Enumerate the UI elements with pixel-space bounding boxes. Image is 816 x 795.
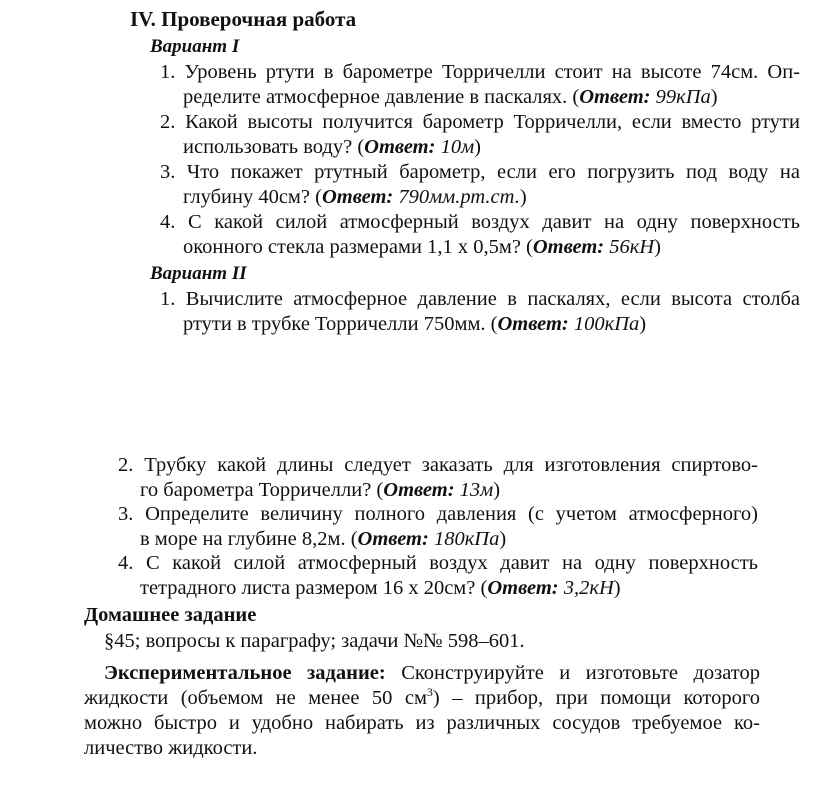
v2-item-2-text: Трубку какой длины следует заказать для изготовления спиртово- — [144, 454, 759, 476]
v1-item-1-cont: ределите атмосферное давление в паскалях. ( — [183, 86, 580, 108]
v1-item-3-text: Что покажет ртутный барометр, если его погрузить под воду на — [186, 161, 800, 183]
experimental-line-4: личество жидкости. — [84, 737, 258, 759]
v2-item-2-close: ) — [493, 479, 501, 501]
v2-item-4-line-2 — [140, 576, 621, 600]
variant-1-title: Вариант I — [150, 36, 240, 57]
v2-item-4-close: ) — [613, 577, 621, 599]
v2-item-3-line-1 — [118, 502, 758, 526]
v1-item-2-line-2 — [183, 135, 481, 159]
v1-item-4-close: ) — [654, 236, 661, 258]
v2-item-4-text: С какой силой атмосферный воздух давит на одну поверхность — [145, 552, 758, 574]
experimental-line-2-sup: 3 — [426, 685, 433, 700]
v2-item-4-answer-value: 3,2кН — [558, 577, 614, 599]
v2-item-3-text: Определите величину полного давления (с учетом атмосферного) — [145, 503, 758, 525]
v1-item-4-cont: оконного стекла размерами 1,1 х 0,5м? ( — [183, 236, 533, 258]
v1-item-1-text: Уровень ртути в барометре Торричелли стоит на высоте 74см. Оп- — [184, 61, 801, 83]
v2-item-1-number: 1. — [160, 288, 176, 310]
v2-item-4-line-1 — [118, 551, 758, 575]
v1-item-3-cont: глубину 40см? ( — [183, 186, 322, 208]
v2-item-2-answer-label: Ответ: — [383, 479, 455, 501]
v2-item-3-close: ) — [499, 528, 507, 550]
v1-item-3-answer-value: 790мм.рт.ст. — [393, 186, 520, 208]
v1-item-2-answer-value: 10м — [435, 136, 475, 158]
v1-item-1-number: 1. — [160, 61, 176, 83]
homework-title: Домашнее задание — [84, 604, 257, 626]
v2-item-2-answer-value: 13м — [454, 479, 494, 501]
experimental-label: Экспериментальное задание: — [104, 662, 386, 684]
v1-item-2-number: 2. — [160, 111, 176, 133]
v2-item-3-line-2 — [140, 527, 506, 551]
experimental-line-1 — [104, 661, 760, 685]
v2-item-2-cont: го барометра Торричелли? ( — [140, 479, 384, 501]
v1-item-3-line-2 — [183, 185, 527, 209]
v2-item-1-line-2 — [183, 312, 646, 336]
v2-item-3-number: 3. — [118, 503, 134, 525]
variant-2-title: Вариант II — [150, 263, 247, 284]
v2-item-4-number: 4. — [118, 552, 134, 574]
experimental-line-2-post: ) – прибор, при помощи которого — [432, 687, 760, 709]
v2-item-3-answer-value: 180кПа — [428, 528, 500, 550]
v2-item-1-cont: ртути в трубке Торричелли 750мм. ( — [183, 313, 498, 335]
v2-item-3-cont: в море на глубине 8,2м. ( — [140, 528, 358, 550]
v1-item-2-text: Какой высоты получится барометр Торричелли, если вместо ртути — [185, 111, 800, 133]
v1-item-3-answer-label: Ответ: — [321, 186, 394, 208]
v1-item-4-line-2 — [183, 235, 661, 259]
v2-item-1-answer-label: Ответ: — [497, 313, 569, 335]
experimental-line-2 — [84, 686, 760, 710]
v2-item-2-number: 2. — [118, 454, 134, 476]
v1-item-1-answer-label: Ответ: — [579, 86, 651, 108]
v1-item-3-number: 3. — [160, 161, 176, 183]
v2-item-1-close: ) — [639, 313, 647, 335]
v1-item-3-close: ) — [519, 186, 527, 208]
v1-item-4-answer-label: Ответ: — [532, 236, 605, 258]
experimental-line-2-pre: жидкости (объемом не менее 50 см — [84, 687, 427, 709]
v2-item-4-answer-label: Ответ: — [487, 577, 559, 599]
experimental-line-3 — [84, 711, 760, 735]
v1-item-4-text: С какой силой атмосферный воздух давит на одну поверхность — [187, 211, 800, 233]
v2-item-2-line-2 — [140, 478, 500, 502]
v2-item-4-cont: тетрадного листа размером 16 х 20см? ( — [140, 577, 488, 599]
v1-item-4-number: 4. — [160, 211, 176, 233]
v1-item-2-cont: использовать воду? ( — [183, 136, 365, 158]
v2-item-1-answer-value: 100кПа — [568, 313, 640, 335]
homework-text: §45; вопросы к параграфу; задачи №№ 598–601. — [104, 630, 525, 652]
v1-item-2-close: ) — [474, 136, 481, 158]
v1-item-4-answer-value: 56кН — [604, 236, 655, 258]
v1-item-1-line-2 — [183, 85, 718, 109]
section-title: IV. Проверочная работа — [130, 7, 357, 31]
v1-item-3-line-1 — [160, 160, 800, 184]
experimental-line-3-text: можно быстро и удобно набирать из различных сосудов требуемое ко- — [84, 712, 760, 734]
v1-item-2-answer-label: Ответ: — [364, 136, 436, 158]
v2-item-3-answer-label: Ответ: — [357, 528, 429, 550]
v2-item-2-line-1 — [118, 453, 758, 477]
v2-item-1-text: Вычислите атмосферное давление в паскалях, если высота столба — [185, 288, 800, 310]
v2-item-1-line-1 — [160, 287, 800, 311]
v1-item-1-close: ) — [710, 86, 718, 108]
v1-item-2-line-1 — [160, 110, 800, 134]
v1-item-1-line-1 — [160, 60, 800, 84]
v1-item-4-line-1 — [160, 210, 800, 234]
v1-item-1-answer-value: 99кПа — [650, 86, 711, 108]
experimental-line-1-text: Сконструируйте и изготовьте дозатор — [385, 662, 760, 684]
